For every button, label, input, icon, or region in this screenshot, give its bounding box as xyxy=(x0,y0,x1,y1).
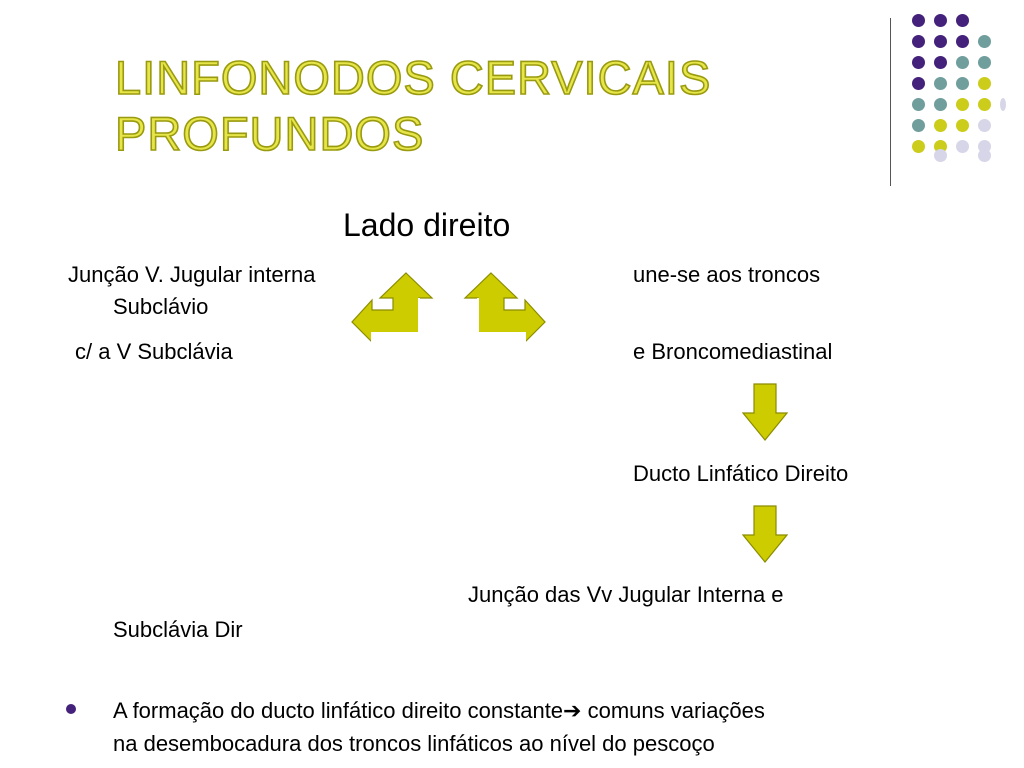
left-text-line-1: Junção V. Jugular interna xyxy=(68,262,316,287)
decorative-dot-grid xyxy=(906,14,1006,164)
dot xyxy=(934,98,947,111)
bent-arrow-left-icon xyxy=(350,270,436,342)
dot xyxy=(978,119,991,132)
down-arrow-icon xyxy=(742,383,788,441)
dot xyxy=(978,149,991,162)
junction-text-line-1: Junção das Vv Jugular Interna e xyxy=(468,582,784,607)
dot xyxy=(956,35,969,48)
duct-text: Ducto Linfático Direito xyxy=(633,461,849,486)
subtitle-lado-direito: Lado direito xyxy=(343,207,511,243)
right-arrow-icon: ➔ xyxy=(563,698,582,723)
dot xyxy=(978,56,991,69)
dot xyxy=(912,14,925,27)
left-text-line-2: Subclávio xyxy=(113,294,209,319)
dot xyxy=(956,14,969,27)
right-text-line-1: une-se aos troncos xyxy=(633,262,821,287)
dot xyxy=(912,56,925,69)
dot xyxy=(956,98,969,111)
dot xyxy=(956,56,969,69)
down-arrow-icon xyxy=(742,505,788,563)
bullet-text-part-1: A formação do ducto linfático direito constante xyxy=(113,698,564,723)
right-text-line-2: e Broncomediastinal xyxy=(633,339,833,364)
dot xyxy=(912,77,925,90)
bullet-icon xyxy=(66,704,76,714)
title-line-2: PROFUNDOS xyxy=(115,107,425,160)
dot xyxy=(912,35,925,48)
dot xyxy=(1000,98,1006,111)
dot xyxy=(912,98,925,111)
dot xyxy=(934,14,947,27)
dot xyxy=(934,119,947,132)
dot xyxy=(934,77,947,90)
dot xyxy=(956,77,969,90)
dot xyxy=(934,149,947,162)
dot xyxy=(978,98,991,111)
dot xyxy=(956,140,969,153)
dot xyxy=(934,56,947,69)
bent-arrow-right-icon xyxy=(461,270,547,342)
decorative-divider xyxy=(890,18,891,186)
bullet-text-part-2: comuns variações xyxy=(581,698,765,723)
dot xyxy=(956,119,969,132)
dot xyxy=(934,35,947,48)
junction-text-line-2: Subclávia Dir xyxy=(113,617,243,642)
title-line-1: LINFONODOS CERVICAIS xyxy=(115,51,712,104)
bullet-text-line-2: na desembocadura dos troncos linfáticos ao nível do pescoço xyxy=(113,731,715,756)
dot xyxy=(912,140,925,153)
bullet-text-line-1 xyxy=(113,698,765,724)
dot xyxy=(978,77,991,90)
left-text-line-3: c/ a V Subclávia xyxy=(75,339,233,364)
slide-title xyxy=(115,50,711,162)
dot xyxy=(912,119,925,132)
dot xyxy=(978,35,991,48)
